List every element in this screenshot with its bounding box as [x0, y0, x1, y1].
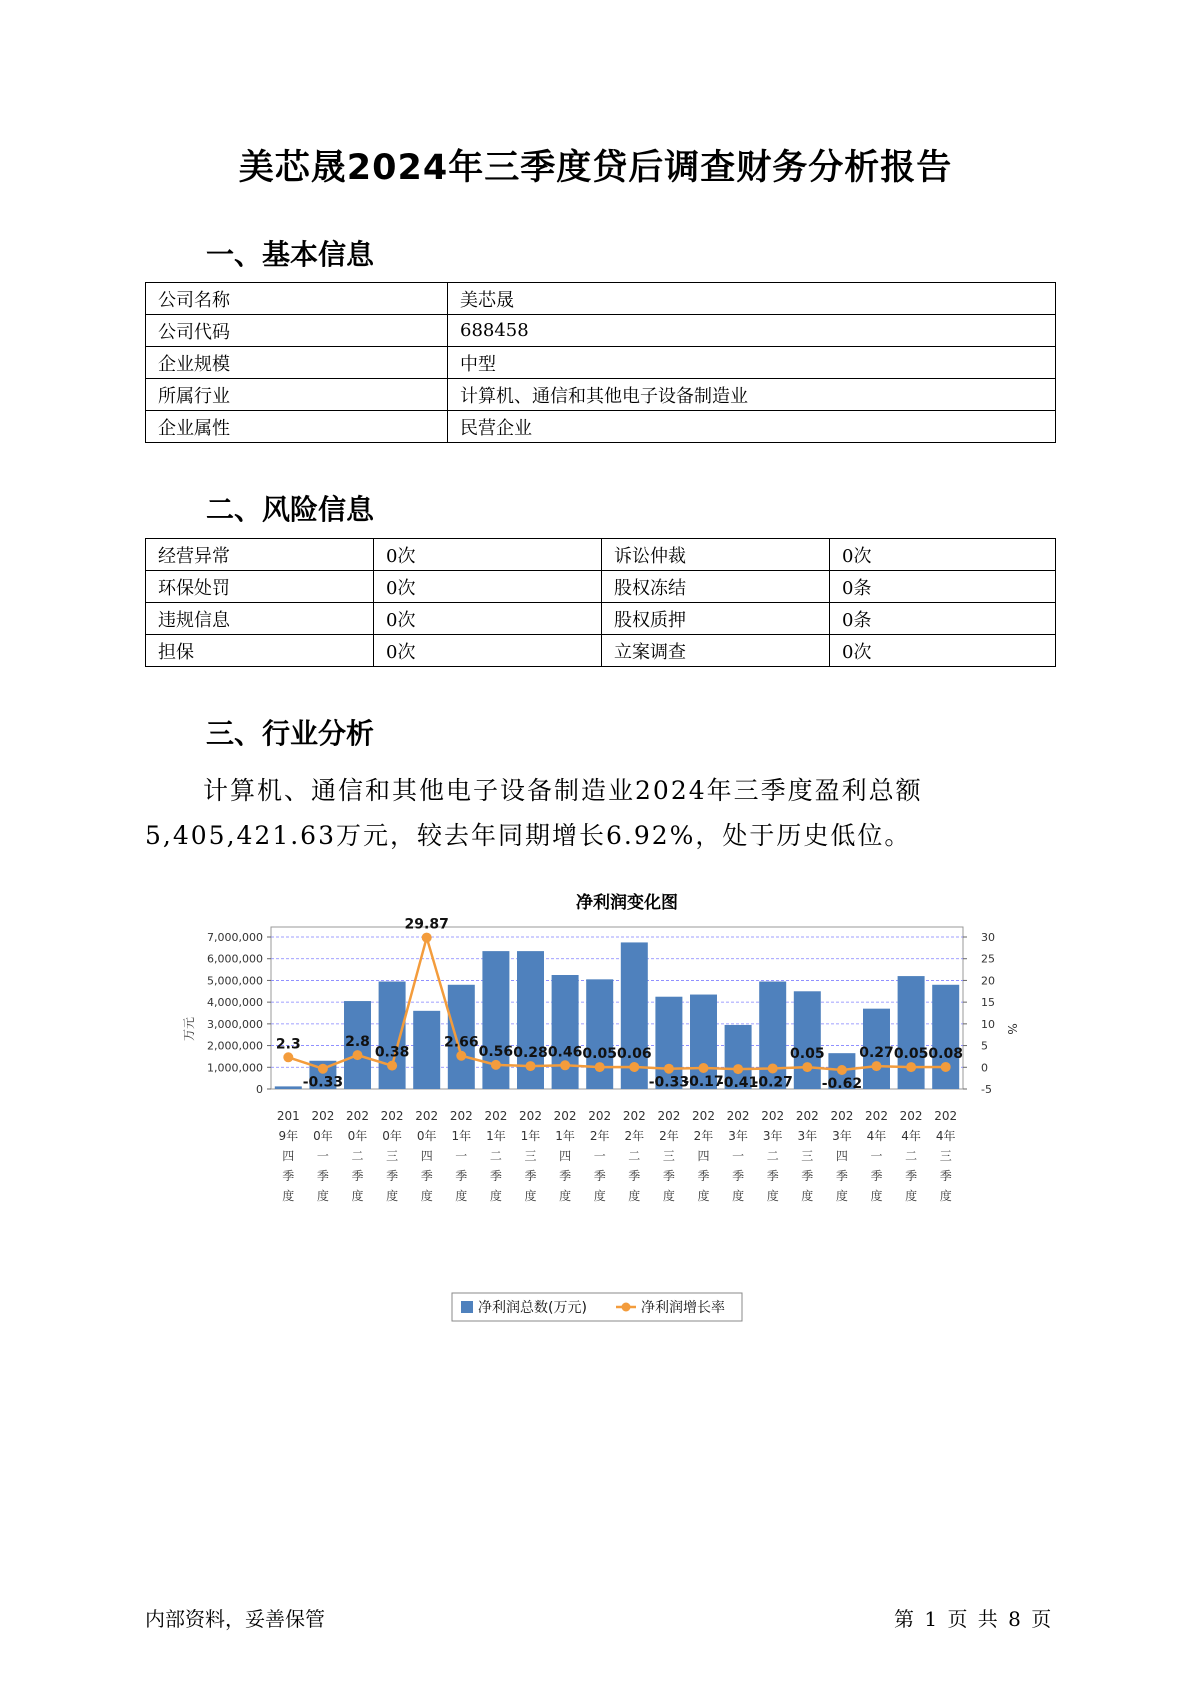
x-tick-label-part: 季	[939, 1169, 952, 1183]
x-tick-label-part: 度	[455, 1189, 468, 1203]
y-tick-label: 0	[256, 1083, 263, 1096]
x-tick-label-part: 季	[386, 1169, 399, 1183]
y-axis-label: 万元	[182, 1016, 196, 1042]
x-tick-label-part: 4年	[866, 1129, 887, 1143]
table-cell-label: 诉讼仲裁	[602, 539, 830, 571]
table-cell-value: 0次	[374, 539, 602, 571]
x-tick-label-part: 3年	[832, 1129, 852, 1143]
x-tick-label-part: 季	[766, 1169, 779, 1183]
x-tick-label-part: 季	[835, 1169, 848, 1183]
x-tick-label-part: 202	[899, 1109, 923, 1123]
x-tick-label-part: 季	[316, 1169, 329, 1183]
x-tick-label	[830, 1109, 853, 1203]
table-row	[146, 379, 1056, 411]
report-title: 美芯晟2024年三季度贷后调查财务分析报告	[238, 148, 953, 188]
x-tick-label-part: 202	[484, 1109, 508, 1123]
table-cell-value: 美芯晟	[448, 283, 1056, 315]
bar	[552, 975, 579, 1089]
x-tick-label-part: 一	[732, 1149, 745, 1163]
growth-rate-data-label: 0.38	[374, 1044, 410, 1061]
x-tick-label	[865, 1109, 888, 1203]
x-tick-label	[484, 1109, 507, 1203]
x-tick-label-part: 度	[559, 1189, 572, 1203]
table-row	[146, 603, 1056, 635]
section-heading-risk-info: 二、风险信息	[206, 493, 375, 526]
growth-rate-point	[491, 1060, 501, 1070]
growth-rate-data-label: 2.66	[444, 1034, 479, 1051]
table-cell-value: 688458	[448, 315, 1056, 347]
x-tick-label-part: 二	[628, 1149, 641, 1163]
x-tick-label-part: 3年	[728, 1129, 748, 1143]
x-tick-label-part: 季	[559, 1169, 572, 1183]
x-tick-label-part: 三	[801, 1149, 814, 1163]
x-tick-label-part: 202	[449, 1109, 473, 1123]
table-row	[146, 571, 1056, 603]
growth-rate-data-label: -0.27	[752, 1074, 793, 1091]
growth-rate-data-label: -0.62	[821, 1075, 863, 1092]
table-cell-label: 企业规模	[146, 347, 448, 379]
bar	[794, 991, 821, 1089]
x-tick-label-part: 度	[939, 1189, 952, 1203]
x-tick-label-part: 202	[346, 1109, 369, 1123]
x-tick-label-part: 度	[662, 1189, 675, 1203]
growth-rate-point	[387, 1061, 397, 1071]
x-tick-label-part: 202	[865, 1109, 888, 1123]
x-tick-label-part: 202	[415, 1109, 439, 1123]
x-tick-label-part: 3年	[762, 1129, 783, 1143]
x-tick-label	[588, 1109, 611, 1203]
x-tick-label-part: 202	[795, 1109, 819, 1123]
x-tick-label-part: 度	[489, 1189, 502, 1203]
x-tick-label-part: 度	[386, 1189, 399, 1203]
growth-rate-data-label: 0.05	[893, 1046, 929, 1063]
x-tick-label-part: 度	[905, 1189, 918, 1203]
x-tick-label-part: 1年	[486, 1129, 506, 1143]
x-tick-label-part: 四	[282, 1149, 295, 1163]
table-cell-value: 计算机、通信和其他电子设备制造业	[448, 379, 1056, 411]
table-cell-value: 0次	[830, 539, 1056, 571]
y-tick-label: 6,000,000	[207, 952, 263, 966]
x-tick-label-part: 9年	[278, 1129, 299, 1143]
x-tick-label-part: 2年	[659, 1129, 679, 1143]
x-tick-label	[381, 1109, 404, 1203]
table-cell-label: 股权冻结	[602, 571, 830, 603]
x-tick-label	[519, 1109, 542, 1203]
y2-tick-label: 15	[981, 996, 995, 1010]
x-tick-label-part: 二	[489, 1149, 502, 1163]
growth-rate-data-label: 0.05	[790, 1046, 825, 1063]
table-cell-label: 立案调查	[602, 635, 830, 667]
x-tick-label	[900, 1109, 923, 1203]
x-tick-label-part: 季	[524, 1169, 537, 1183]
growth-rate-data-label: -0.17	[683, 1074, 724, 1091]
x-tick-label-part: 二	[766, 1149, 779, 1163]
x-tick-label-part: 0年	[347, 1129, 368, 1143]
table-cell-label: 担保	[146, 635, 374, 667]
growth-rate-point	[699, 1063, 709, 1073]
table-cell-label: 企业属性	[146, 411, 448, 443]
x-tick-label-part: 度	[351, 1189, 364, 1203]
x-tick-label-part: 二	[905, 1149, 918, 1163]
y-tick-label: 3,000,000	[207, 1017, 263, 1031]
x-tick-label-part: 季	[697, 1169, 710, 1183]
x-tick-label	[934, 1109, 957, 1203]
legend-label-bars: 净利润总数(万元)	[478, 1300, 587, 1316]
x-tick-label-part: 度	[316, 1189, 329, 1203]
x-tick-label-part: 季	[351, 1169, 364, 1183]
x-tick-label-part: 度	[835, 1189, 848, 1203]
table-cell-value: 0次	[374, 635, 602, 667]
x-tick-label-part: 季	[420, 1169, 433, 1183]
x-tick-label-part: 四	[697, 1149, 710, 1163]
x-tick-label-part: 0年	[382, 1129, 402, 1143]
table-cell-value: 0次	[830, 635, 1056, 667]
x-tick-label-part: 一	[870, 1149, 883, 1163]
x-tick-label-part: 四	[835, 1149, 848, 1163]
x-tick-label-part: 三	[386, 1149, 399, 1163]
x-tick-label-part: 度	[766, 1189, 779, 1203]
growth-rate-data-label: 0.27	[859, 1045, 894, 1062]
growth-rate-point	[283, 1052, 293, 1062]
x-tick-label-part: 度	[420, 1189, 433, 1203]
net-profit-chart	[160, 888, 1020, 1338]
x-tick-label-part: 一	[316, 1149, 329, 1163]
growth-rate-point	[664, 1064, 674, 1074]
x-tick-label-part: 二	[351, 1149, 364, 1163]
x-tick-label-part: 季	[801, 1169, 814, 1183]
x-tick-label-part: 2年	[589, 1129, 610, 1143]
x-tick-label-part: 一	[455, 1149, 468, 1163]
growth-rate-point	[872, 1061, 882, 1071]
table-cell-label: 经营异常	[146, 539, 374, 571]
table-cell-value: 中型	[448, 347, 1056, 379]
x-tick-label-part: 度	[697, 1189, 710, 1203]
x-tick-label-part: 3年	[797, 1129, 818, 1143]
chart-svg	[160, 888, 1020, 1338]
table-cell-value: 0条	[830, 603, 1056, 635]
x-tick-label-part: 202	[519, 1109, 542, 1123]
growth-rate-data-label: -0.33	[648, 1074, 690, 1091]
industry-paragraph-line2: 5,405,421.63万元，较去年同期增长6.92%，处于历史低位。	[145, 821, 912, 850]
x-tick-label-part: 202	[692, 1109, 715, 1123]
x-tick-label-part: 季	[905, 1169, 918, 1183]
table-cell-label: 所属行业	[146, 379, 448, 411]
y-tick-label: 7,000,000	[207, 931, 263, 944]
x-tick-label	[554, 1109, 577, 1203]
x-tick-label	[727, 1109, 750, 1203]
growth-rate-data-label: 2.3	[275, 1036, 301, 1053]
growth-rate-data-label: 0.28	[513, 1045, 548, 1062]
x-tick-label	[761, 1109, 784, 1203]
growth-rate-point	[353, 1050, 363, 1060]
y-tick-label: 2,000,000	[207, 1039, 263, 1053]
growth-rate-point	[456, 1051, 466, 1061]
table-row	[146, 283, 1056, 315]
table-row	[146, 315, 1056, 347]
x-tick-label-part: 201	[276, 1109, 300, 1123]
table-cell-label: 公司名称	[146, 283, 448, 315]
y2-tick-label: 10	[981, 1017, 995, 1031]
table-cell-label: 环保处罚	[146, 571, 374, 603]
section-heading-industry-analysis: 三、行业分析	[206, 717, 375, 750]
x-tick-label-part: 4年	[901, 1129, 921, 1143]
table-cell-value: 0条	[830, 571, 1056, 603]
x-tick-label-part: 度	[524, 1189, 537, 1203]
y2-tick-label: 0	[981, 1061, 988, 1075]
table-row	[146, 411, 1056, 443]
growth-rate-point	[906, 1062, 916, 1072]
growth-rate-data-label: 0.05	[582, 1046, 617, 1063]
x-tick-label-part: 0年	[313, 1129, 333, 1143]
x-tick-label	[311, 1109, 334, 1203]
growth-rate-data-label: -0.33	[302, 1074, 344, 1091]
growth-rate-point	[560, 1060, 570, 1070]
x-tick-label-part: 季	[662, 1169, 675, 1183]
growth-rate-point	[837, 1065, 847, 1075]
growth-rate-point	[629, 1062, 639, 1072]
x-tick-label-part: 季	[282, 1169, 295, 1183]
x-tick-label-part: 季	[489, 1169, 502, 1183]
y2-tick-label: 5	[981, 1039, 988, 1053]
y2-tick-label: 20	[981, 974, 995, 988]
growth-rate-point	[318, 1064, 328, 1074]
x-tick-label-part: 度	[282, 1189, 295, 1203]
x-tick-label-part: 季	[455, 1169, 468, 1183]
x-tick-label-part: 一	[593, 1149, 606, 1163]
bar	[275, 1086, 302, 1089]
x-tick-label-part: 2年	[624, 1129, 645, 1143]
growth-rate-point	[526, 1061, 536, 1071]
x-tick-label-part: 度	[870, 1189, 883, 1203]
bar	[586, 979, 613, 1089]
x-tick-label	[346, 1109, 369, 1203]
x-tick-label-part: 1年	[555, 1129, 575, 1143]
x-tick-label	[796, 1109, 819, 1203]
table-row	[146, 347, 1056, 379]
x-tick-label-part: 202	[622, 1109, 646, 1123]
x-tick-label-part: 202	[380, 1109, 404, 1123]
x-tick-label-part: 4年	[935, 1129, 956, 1143]
x-tick-label-part: 四	[420, 1149, 433, 1163]
footer-confidential-note: 内部资料，妥善保管	[145, 1607, 325, 1631]
growth-rate-data-label: 0.06	[617, 1046, 652, 1063]
x-tick-label-part: 度	[732, 1189, 745, 1203]
x-tick-label-part: 202	[553, 1109, 577, 1123]
x-tick-label	[450, 1109, 473, 1203]
table-cell-value: 0次	[374, 571, 602, 603]
x-tick-label-part: 202	[830, 1109, 854, 1123]
legend-swatch-marker	[622, 1303, 631, 1312]
y-tick-label: 5,000,000	[207, 974, 263, 988]
x-tick-label-part: 202	[311, 1109, 335, 1123]
x-tick-label	[415, 1109, 438, 1203]
legend-swatch-bars	[461, 1301, 473, 1313]
x-tick-label-part: 1年	[520, 1129, 541, 1143]
x-tick-label-part: 三	[524, 1149, 537, 1163]
table-cell-value: 民营企业	[448, 411, 1056, 443]
x-tick-label	[623, 1109, 646, 1203]
chart-title: 净利润变化图	[576, 893, 678, 913]
x-tick-label-part: 三	[662, 1149, 675, 1163]
table-cell-value: 0次	[374, 603, 602, 635]
growth-rate-data-label: -0.41	[717, 1075, 759, 1092]
x-tick-label-part: 0年	[416, 1129, 437, 1143]
plot-frame	[271, 927, 963, 1092]
x-tick-label-part: 季	[593, 1169, 606, 1183]
y2-axis-label: %	[1005, 1023, 1019, 1035]
x-tick-label-part: 度	[628, 1189, 641, 1203]
x-tick-label-part: 季	[628, 1169, 641, 1183]
risk-info-table	[145, 538, 1056, 667]
x-tick-label-part: 202	[657, 1109, 681, 1123]
industry-paragraph-line1: 计算机、通信和其他电子设备制造业2024年三季度盈利总额	[203, 776, 923, 805]
growth-rate-point	[768, 1063, 778, 1073]
x-tick-label-part: 202	[761, 1109, 785, 1123]
table-row	[146, 635, 1056, 667]
x-tick-label-part: 度	[593, 1189, 606, 1203]
basic-info-table	[145, 282, 1056, 443]
x-tick-label-part: 度	[801, 1189, 814, 1203]
growth-rate-point	[422, 933, 432, 943]
bar	[932, 985, 959, 1089]
table-row	[146, 539, 1056, 571]
growth-rate-data-label: 0.56	[478, 1043, 514, 1060]
growth-rate-data-label: 0.08	[928, 1045, 963, 1062]
x-tick-label-part: 202	[726, 1109, 750, 1123]
table-cell-label: 公司代码	[146, 315, 448, 347]
section-heading-basic-info: 一、基本信息	[206, 238, 375, 271]
y-tick-label: 1,000,000	[207, 1061, 263, 1075]
growth-rate-data-label: 29.87	[404, 916, 449, 933]
x-tick-label	[692, 1109, 715, 1203]
y2-tick-label: -5	[981, 1083, 992, 1096]
growth-rate-point	[941, 1062, 951, 1072]
growth-rate-point	[733, 1064, 743, 1074]
x-tick-label-part: 202	[588, 1109, 612, 1123]
y2-tick-label: 25	[981, 952, 995, 966]
growth-rate-data-label: 0.46	[547, 1044, 583, 1061]
x-tick-label-part: 202	[934, 1109, 958, 1123]
x-tick-label	[657, 1109, 680, 1203]
x-tick-label	[277, 1109, 300, 1203]
table-cell-label: 违规信息	[146, 603, 374, 635]
x-tick-label-part: 1年	[451, 1129, 472, 1143]
table-cell-label: 股权质押	[602, 603, 830, 635]
x-tick-label-part: 三	[939, 1149, 952, 1163]
legend-label-line: 净利润增长率	[641, 1300, 725, 1316]
y-tick-label: 4,000,000	[207, 996, 263, 1010]
growth-rate-data-label: 2.8	[345, 1034, 370, 1051]
y2-tick-label: 30	[981, 931, 995, 944]
growth-rate-point	[595, 1062, 605, 1072]
x-tick-label-part: 季	[870, 1169, 883, 1183]
growth-rate-point	[802, 1062, 812, 1072]
bar	[413, 1011, 440, 1089]
x-tick-label-part: 季	[732, 1169, 745, 1183]
footer-page-number: 第 1 页 共 8 页	[894, 1607, 1052, 1631]
x-tick-label-part: 四	[559, 1149, 572, 1163]
x-tick-label-part: 2年	[693, 1129, 714, 1143]
